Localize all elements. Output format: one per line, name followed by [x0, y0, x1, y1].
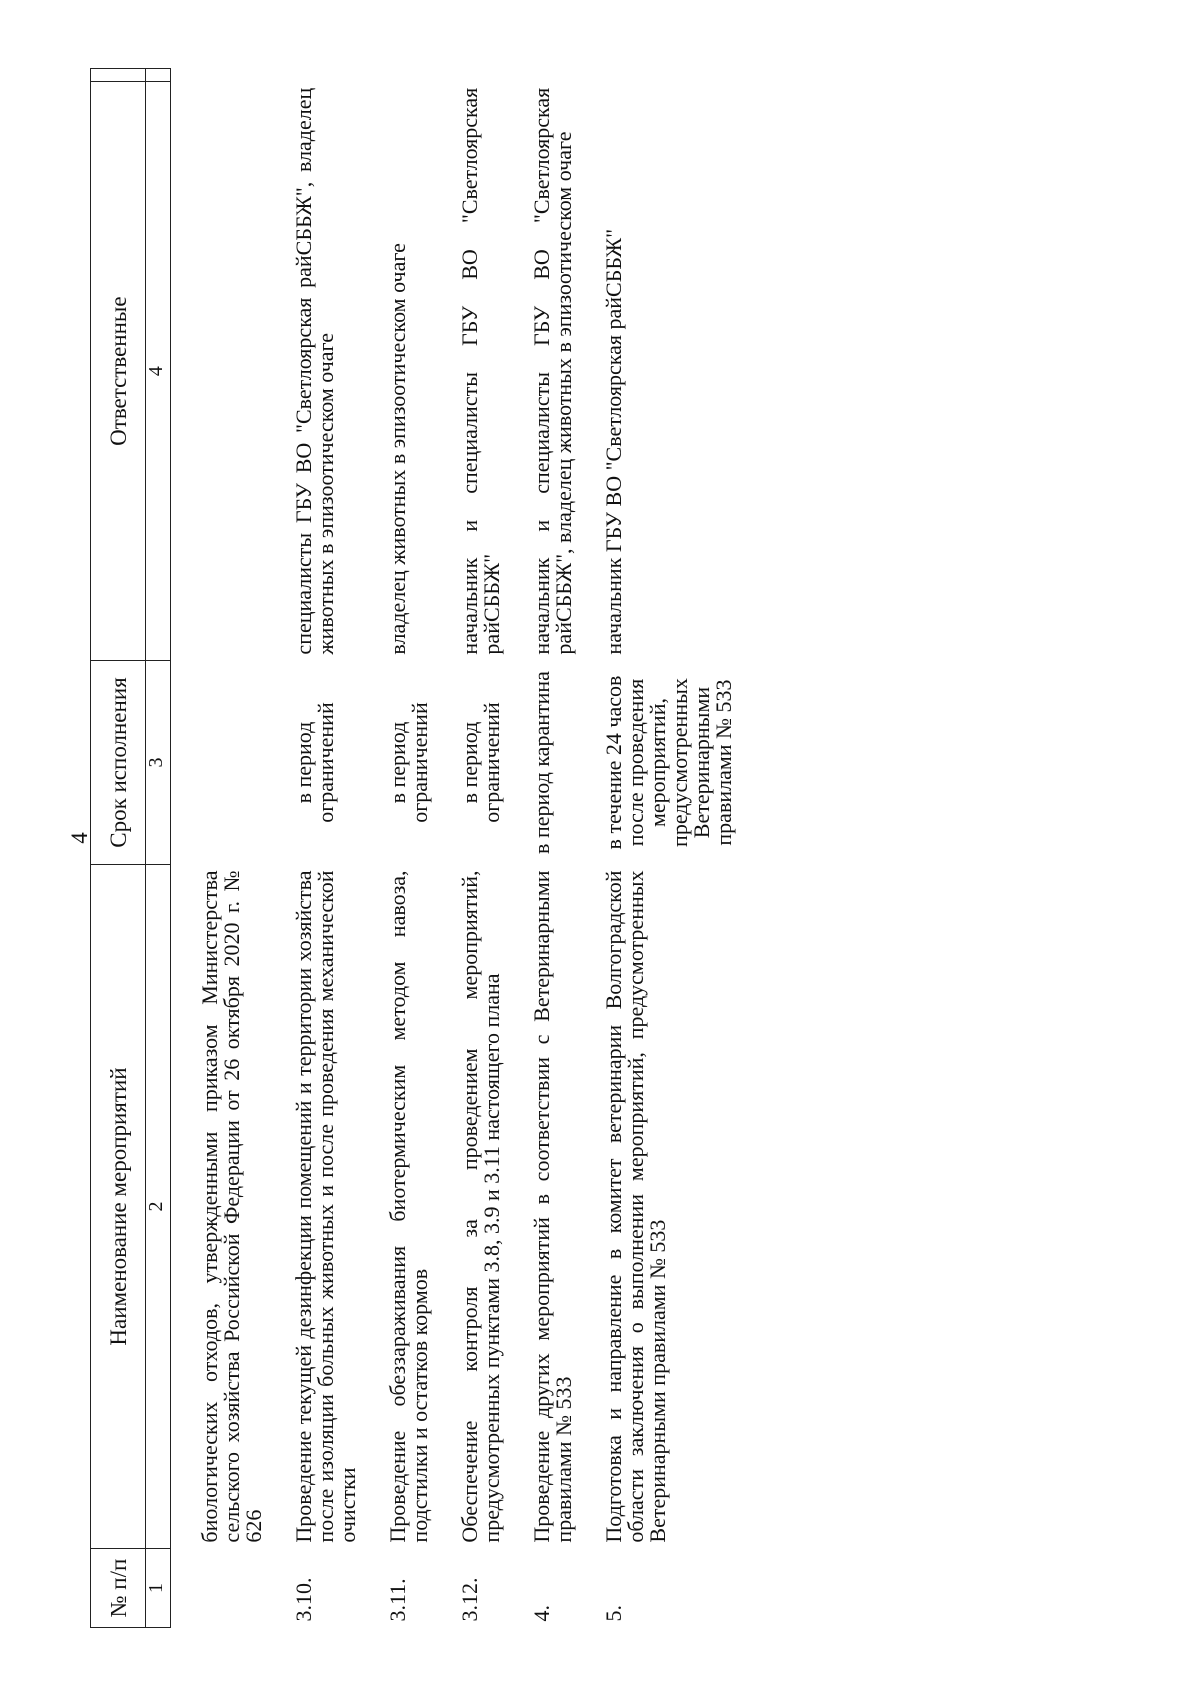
column-number: 4 [146, 82, 171, 661]
row-measure: Подготовка и направление в комитет ветеринарии Волгоградской области заключения о выполнении мероприятий, предусмотренных Ветеринарными правилами № 533 [601, 870, 670, 1543]
row-responsible [171, 82, 280, 661]
row-term: в период ограничений [291, 702, 338, 823]
table-row [373, 69, 445, 1628]
row-responsible: начальник и специалисты ГБУ ВО "Светлоярская райСББЖ", владелец животных в эпизоотическом очаге [529, 87, 576, 655]
row-responsible: специалисты ГБУ ВО "Светлоярская райСББЖ", владелец животных в эпизоотическом очаге [291, 87, 338, 655]
column-number-row [146, 69, 171, 1628]
row-number: 3.12. [457, 1577, 482, 1622]
row-number: 4. [529, 1605, 554, 1622]
column-number [146, 69, 171, 82]
row-responsible: владелец животных в эпизоотическом очаге [385, 243, 410, 655]
row-number: 3.11. [385, 1578, 410, 1622]
header-number: № п/п [91, 1549, 146, 1628]
row-term: в течение 24 часов после проведения мероприятий, предусмотренных Ветеринарными правилами № 533 [601, 675, 736, 850]
header-name: Наименование мероприятий [91, 864, 146, 1548]
row-term: в период карантина [529, 671, 554, 854]
column-number: 3 [146, 661, 171, 865]
row-number: 5. [601, 1605, 626, 1622]
row-responsible: начальник и специалисты ГБУ ВО "Светлоярская райСББЖ" [457, 87, 504, 655]
table-row [517, 69, 589, 1628]
row-measure: биологических отходов, утвержденными приказом Министерства сельского хозяйства Российской Федерации от 26 октября 2020 г. № 626 [197, 870, 266, 1543]
table-row [279, 69, 373, 1628]
header-term: Срок исполнения [91, 661, 146, 865]
row-number: 3.10. [291, 1577, 316, 1622]
row-number [171, 1549, 280, 1628]
header-responsible: Ответственные [91, 82, 146, 661]
column-number: 1 [146, 1549, 171, 1628]
table-row [589, 69, 749, 1628]
row-responsible: начальник ГБУ ВО "Светлоярская райСББЖ" [601, 228, 626, 655]
row-measure: Проведение текущей дезинфекции помещений и территории хозяйства после изоляции больных животных и после проведения механической очистки [291, 870, 360, 1543]
column-number: 2 [146, 864, 171, 1548]
header-extra [91, 69, 146, 82]
row-measure: Обеспечение контроля за проведением мероприятий, предусмотренных пунктами 3.8, 3.9 и 3.11 настоящего плана [457, 870, 504, 1543]
table-row [171, 69, 280, 1628]
page-number: 4 [67, 832, 92, 844]
table-row [445, 69, 517, 1628]
rotated-page-content [90, 68, 1110, 1628]
measures-table [90, 68, 749, 1628]
row-term: в период ограничений [457, 702, 504, 823]
row-measure: Проведение других мероприятий в соответствии с Ветеринарными правилами № 533 [529, 870, 576, 1543]
table-header-row [91, 69, 146, 1628]
row-term [171, 661, 280, 865]
row-measure: Проведение обеззараживания биотермическим методом навоза, подстилки и остатков кормов [385, 870, 432, 1543]
row-term: в период ограничений [385, 702, 432, 823]
